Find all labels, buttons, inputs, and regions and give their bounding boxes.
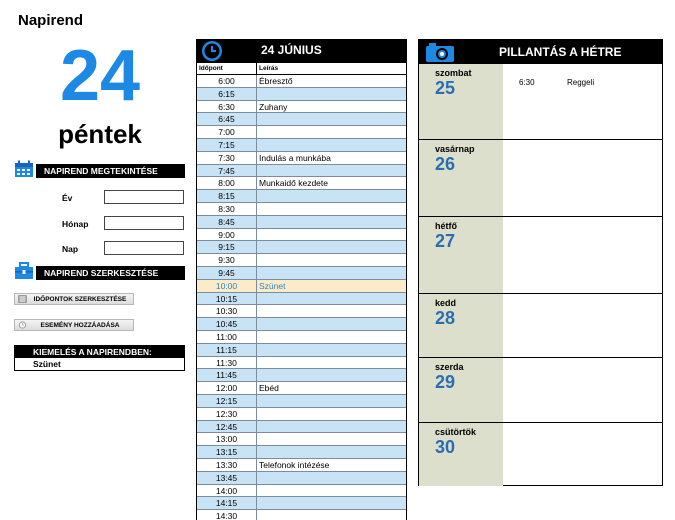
week-day[interactable] [419,140,662,217]
clock-icon [201,40,223,62]
schedule-row-time: 13:15 [197,446,257,458]
schedule-row-description[interactable] [257,216,406,228]
schedule-row[interactable] [197,331,406,344]
week-event-time: 6:30 [519,78,535,87]
week-day-label-panel [419,358,503,422]
schedule-row-time: 7:45 [197,165,257,177]
schedule-row-description[interactable] [257,203,406,215]
week-day-number: 26 [435,154,456,174]
week-day-label-panel [419,294,503,357]
schedule-row-time: 14:15 [197,497,257,509]
schedule-row-time: 6:30 [197,101,257,113]
schedule-row[interactable] [197,459,406,472]
schedule-row-description[interactable] [257,318,406,330]
schedule-row[interactable] [197,126,406,139]
schedule-row[interactable] [197,88,406,101]
schedule-row[interactable] [197,497,406,510]
schedule-rows [197,75,406,520]
week-day-label-panel [419,423,503,486]
day-field[interactable] [104,241,184,255]
week-day[interactable] [419,217,662,294]
schedule-row-time: 10:00 [197,280,257,292]
week-day-name: csütörtök [435,427,477,437]
week-day-number: 25 [435,78,456,98]
schedule-row-time: 6:45 [197,113,257,125]
add-event-button[interactable] [14,319,134,331]
schedule-row-description[interactable] [257,190,406,202]
edit-times-button[interactable] [14,293,134,305]
week-overview [418,39,663,486]
add-event-label: ESEMÉNY HOZZÁADÁSA [40,322,120,329]
schedule-row[interactable] [197,177,406,190]
week-day[interactable] [419,294,662,358]
schedule-row[interactable] [197,357,406,370]
schedule-row-description[interactable] [257,254,406,266]
schedule-row[interactable] [197,241,406,254]
schedule-row-description[interactable] [257,433,406,445]
schedule-row-description[interactable] [257,241,406,253]
schedule-row-description[interactable] [257,485,406,497]
schedule-row[interactable] [197,113,406,126]
schedule-row[interactable] [197,75,406,88]
schedule-row-time: 14:00 [197,485,257,497]
schedule-row-description[interactable] [257,293,406,305]
schedule-row-time: 12:30 [197,408,257,420]
schedule-row-description[interactable] [257,472,406,484]
week-day[interactable] [419,64,662,140]
schedule-row-description[interactable] [257,408,406,420]
schedule-row-time: 8:45 [197,216,257,228]
camera-icon [425,41,455,63]
highlight-title: KIEMELÉS A NAPIRENDBEN: [15,346,184,358]
edit-section-title: NAPIREND SZERKESZTÉSE [36,266,185,280]
week-day[interactable] [419,358,662,423]
schedule-row[interactable] [197,485,406,498]
schedule-row-description[interactable] [257,446,406,458]
schedule-row-time: 10:45 [197,318,257,330]
schedule-row[interactable] [197,446,406,459]
schedule-row-time: 12:00 [197,382,257,394]
edit-section-header [14,262,185,280]
schedule-row-description[interactable] [257,497,406,509]
schedule-row-time: 10:15 [197,293,257,305]
schedule-row[interactable] [197,267,406,280]
schedule-row-time: 7:15 [197,139,257,151]
schedule-title: 24 JÚNIUS [261,43,322,57]
schedule-row[interactable] [197,510,406,520]
schedule-row[interactable] [197,152,406,165]
schedule-row[interactable] [197,190,406,203]
schedule-row[interactable] [197,216,406,229]
schedule-row-time: 11:30 [197,357,257,369]
schedule-row[interactable] [197,229,406,242]
week-day-number: 29 [435,372,456,392]
schedule-row-time: 11:45 [197,369,257,381]
schedule-row-time: 6:00 [197,75,257,87]
schedule-row-description[interactable] [257,369,406,381]
schedule-row-description[interactable] [257,165,406,177]
schedule-row[interactable] [197,203,406,216]
schedule-row-time: 8:30 [197,203,257,215]
today-day-number: 24 [59,36,141,116]
schedule-row-time: 9:15 [197,241,257,253]
schedule-row-time: 12:15 [197,395,257,407]
week-day-number: 27 [435,231,456,251]
schedule-row[interactable] [197,254,406,267]
schedule-row[interactable] [197,305,406,318]
view-section-title: NAPIREND MEGTEKINTÉSE [36,164,185,178]
schedule-row-time: 9:00 [197,229,257,241]
schedule-row[interactable] [197,433,406,446]
week-event-text: Reggeli [567,78,595,87]
schedule-row-description[interactable] [257,357,406,369]
schedule-row-description[interactable]: Ebéd [259,383,279,394]
day-label: Nap [62,244,79,254]
description-column-header: Leírás [259,65,279,72]
week-day[interactable] [419,423,662,486]
schedule-row[interactable] [197,369,406,382]
schedule-row-time: 8:00 [197,177,257,189]
week-day-number: 28 [435,308,456,328]
schedule-row-description[interactable]: Munkaidő kezdete [259,178,328,189]
schedule-row-time: 7:00 [197,126,257,138]
year-field[interactable] [104,190,184,204]
schedule-column-headers [197,63,406,75]
schedule-row-time: 13:45 [197,472,257,484]
schedule-row-description[interactable] [257,88,406,100]
schedule-row-description[interactable] [257,229,406,241]
schedule-row-description[interactable] [257,510,406,520]
schedule-row-description[interactable]: Ébresztő [259,76,293,86]
schedule-row-description[interactable]: Szünet [259,280,286,291]
schedule-row-time: 10:30 [197,305,257,317]
week-day-label-panel [419,217,503,293]
schedule-row-time: 13:30 [197,459,257,471]
schedule-row-description[interactable] [257,305,406,317]
schedule-row-description[interactable] [257,344,406,356]
schedule-row-description[interactable] [257,331,406,343]
schedule-row-time: 9:30 [197,254,257,266]
schedule-row-description[interactable] [257,395,406,407]
clock-small-icon [18,321,27,329]
calendar-icon [14,160,34,178]
month-label: Hónap [62,219,89,229]
day-schedule [196,39,407,520]
highlight-value: Szünet [33,359,61,369]
schedule-row-description[interactable] [257,113,406,125]
schedule-row-description[interactable]: Zuhany [259,101,288,112]
schedule-row-description[interactable]: Indulás a munkába [259,152,331,163]
schedule-row-time: 7:30 [197,152,257,164]
week-day-label-panel [419,140,503,216]
week-day-label-panel [419,64,503,139]
view-section-header [14,160,185,178]
week-day-name: szerda [435,362,464,372]
highlight-box [14,345,185,371]
briefcase-icon [14,262,34,280]
schedule-row[interactable] [197,472,406,485]
edit-list-icon [18,295,27,303]
schedule-row-description[interactable] [257,126,406,138]
schedule-row[interactable] [197,395,406,408]
schedule-row-description[interactable] [257,421,406,433]
schedule-row-description[interactable]: Telefonok intézése [259,459,330,470]
schedule-row[interactable] [197,280,406,293]
schedule-header [197,39,406,63]
today-weekday: péntek [58,119,142,149]
schedule-row[interactable] [197,318,406,331]
week-day-name: kedd [435,298,457,308]
year-label: Év [62,193,73,203]
schedule-row-time: 13:00 [197,433,257,445]
month-field[interactable] [104,216,184,230]
schedule-row-time: 14:30 [197,510,257,520]
schedule-row-description[interactable] [257,267,406,279]
week-header [419,40,662,64]
schedule-row[interactable] [197,165,406,178]
week-day-name: szombat [435,68,472,78]
schedule-row-time: 11:15 [197,344,257,356]
schedule-row[interactable] [197,293,406,306]
schedule-row[interactable] [197,421,406,434]
edit-times-label: IDŐPONTOK SZERKESZTÉSE [33,296,127,303]
schedule-row-time: 11:00 [197,331,257,343]
app-title: Napirend [18,12,84,29]
schedule-row[interactable] [197,344,406,357]
schedule-row-time: 6:15 [197,88,257,100]
schedule-row-time: 9:45 [197,267,257,279]
week-day-number: 30 [435,437,456,457]
week-title: PILLANTÁS A HÉTRE [499,45,622,59]
week-day-name: hétfő [435,221,457,231]
time-column-header: Időpont [197,63,257,74]
schedule-row[interactable] [197,101,406,114]
schedule-row[interactable] [197,408,406,421]
schedule-row[interactable] [197,139,406,152]
week-day-name: vasárnap [435,144,475,154]
schedule-row-description[interactable] [257,139,406,151]
schedule-row-time: 8:15 [197,190,257,202]
schedule-row[interactable] [197,382,406,395]
schedule-row-time: 12:45 [197,421,257,433]
